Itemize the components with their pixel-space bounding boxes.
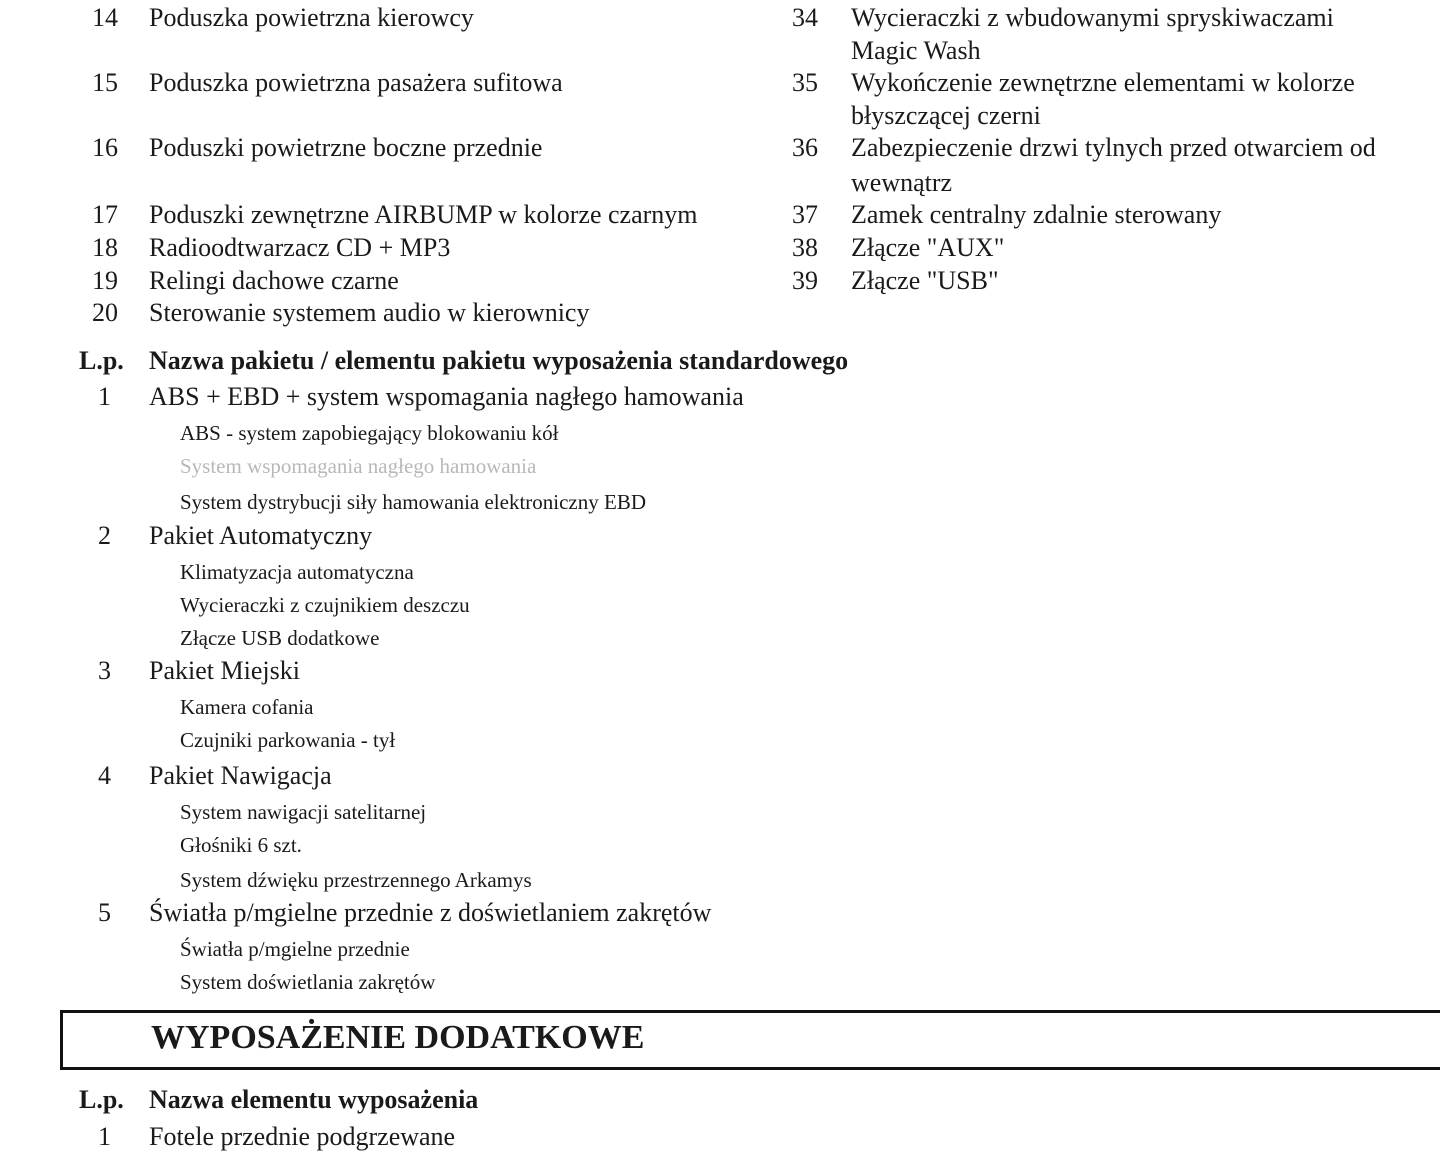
- package-item: Wycieraczki z czujnikiem deszczu: [180, 593, 470, 617]
- item-text: Poduszki zewnętrzne AIRBUMP w kolorze czarnym: [149, 200, 698, 229]
- package-number: 3: [98, 656, 111, 685]
- additional-header-lp: L.p.: [79, 1085, 124, 1114]
- item-text: Poduszki powietrzne boczne przednie: [149, 133, 543, 162]
- package-item: System doświetlania zakrętów: [180, 970, 436, 994]
- package-item: Głośniki 6 szt.: [180, 833, 302, 857]
- item-number: 19: [92, 266, 118, 295]
- item-text: Poduszka powietrzna kierowcy: [149, 3, 474, 32]
- item-number: 18: [92, 233, 118, 262]
- additional-item-number: 1: [98, 1122, 111, 1151]
- item-text: Zabezpieczenie drzwi tylnych przed otwarciem od: [851, 133, 1376, 162]
- package-item: Klimatyzacja automatyczna: [180, 560, 414, 584]
- package-number: 1: [98, 382, 111, 411]
- item-number: 36: [792, 133, 818, 162]
- package-item: Światła p/mgielne przednie: [180, 937, 410, 961]
- packages-header-title: Nazwa pakietu / elementu pakietu wyposażenia standardowego: [149, 346, 849, 375]
- item-number: 17: [92, 200, 118, 229]
- item-text: Wycieraczki z wbudowanymi spryskiwaczami: [851, 3, 1334, 32]
- package-name: Pakiet Miejski: [149, 656, 300, 685]
- item-number: 38: [792, 233, 818, 262]
- item-number: 20: [92, 298, 118, 327]
- item-number: 34: [792, 3, 818, 32]
- package-item: System dźwięku przestrzennego Arkamys: [180, 868, 532, 892]
- item-text: Wykończenie zewnętrzne elementami w kolorze: [851, 68, 1355, 97]
- item-text: Złącze "AUX": [851, 233, 1005, 262]
- package-item: ABS - system zapobiegający blokowaniu kół: [180, 421, 559, 445]
- item-number: 16: [92, 133, 118, 162]
- additional-equipment-section-box: [60, 1010, 1440, 1070]
- item-number: 39: [792, 266, 818, 295]
- additional-equipment-title: WYPOSAŻENIE DODATKOWE: [151, 1019, 645, 1056]
- package-item: System nawigacji satelitarnej: [180, 800, 427, 824]
- package-name: ABS + EBD + system wspomagania nagłego hamowania: [149, 382, 744, 411]
- item-text-continued: błyszczącej czerni: [851, 101, 1041, 130]
- item-text: Relingi dachowe czarne: [149, 266, 399, 295]
- additional-header-title: Nazwa elementu wyposażenia: [149, 1085, 479, 1114]
- package-number: 5: [98, 898, 111, 927]
- package-number: 2: [98, 521, 111, 550]
- item-text: Poduszka powietrzna pasażera sufitowa: [149, 68, 563, 97]
- item-text: Zamek centralny zdalnie sterowany: [851, 200, 1222, 229]
- package-name: Pakiet Nawigacja: [149, 761, 332, 790]
- package-item: System dystrybucji siły hamowania elektroniczny EBD: [180, 490, 646, 514]
- package-number: 4: [98, 761, 111, 790]
- package-item: Kamera cofania: [180, 695, 314, 719]
- package-name: Światła p/mgielne przednie z doświetlaniem zakrętów: [149, 898, 712, 927]
- item-number: 35: [792, 68, 818, 97]
- item-text: Sterowanie systemem audio w kierownicy: [149, 298, 590, 327]
- packages-header-lp: L.p.: [79, 346, 124, 375]
- item-number: 15: [92, 68, 118, 97]
- package-item: Czujniki parkowania - tył: [180, 728, 396, 752]
- item-text-continued: Magic Wash: [851, 36, 981, 65]
- item-text-continued: wewnątrz: [851, 168, 953, 197]
- item-number: 37: [792, 200, 818, 229]
- item-number: 14: [92, 3, 118, 32]
- package-item: Złącze USB dodatkowe: [180, 626, 380, 650]
- package-item: System wspomagania nagłego hamowania: [180, 454, 537, 478]
- item-text: Radioodtwarzacz CD + MP3: [149, 233, 451, 262]
- item-text: Złącze "USB": [851, 266, 999, 295]
- package-name: Pakiet Automatyczny: [149, 521, 373, 550]
- additional-item-text: Fotele przednie podgrzewane: [149, 1122, 456, 1151]
